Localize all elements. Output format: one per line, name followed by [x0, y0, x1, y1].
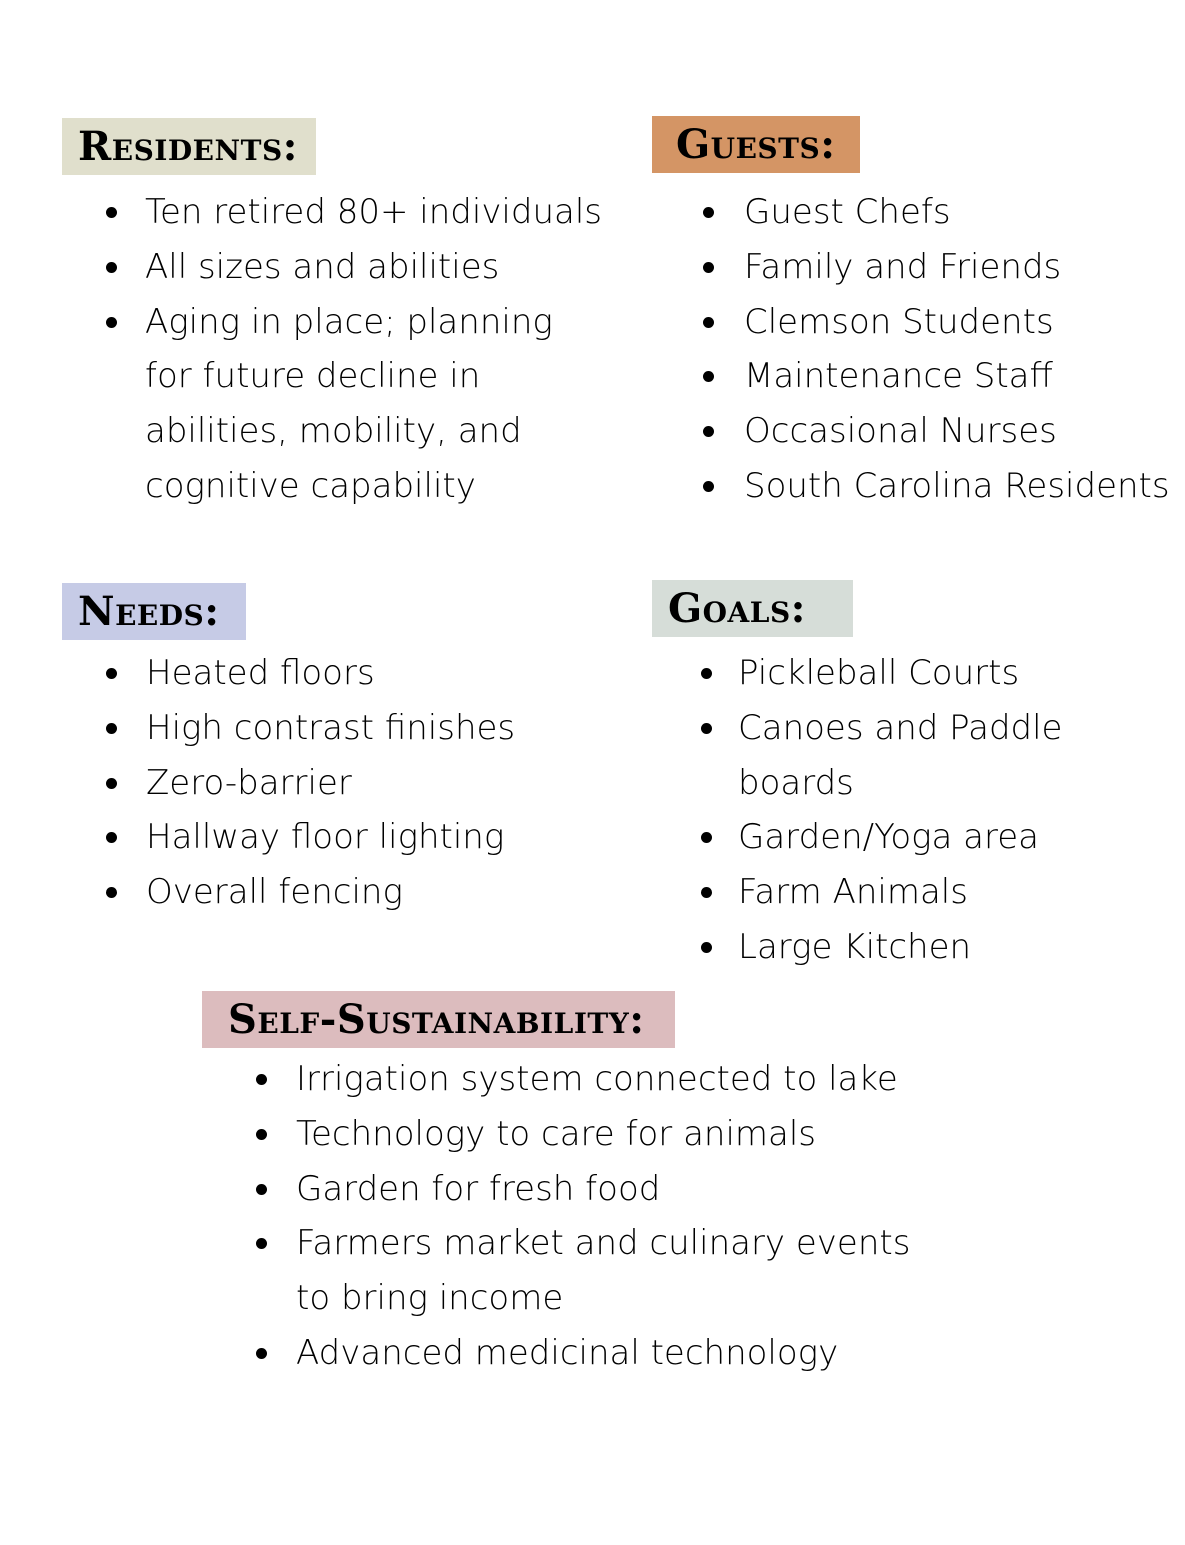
list-item: High contrast finishes	[106, 701, 515, 756]
bullet-icon	[106, 778, 117, 789]
bullet-icon	[701, 668, 712, 679]
bullet-icon	[703, 262, 714, 273]
list-item: Technology to care for animals	[256, 1107, 910, 1162]
needs-heading: Needs:	[62, 583, 246, 640]
residents-section	[62, 118, 602, 514]
list-item: Farm Animals	[701, 865, 1185, 920]
list-item: Family and Friends	[703, 240, 1170, 295]
list-item: Farmers market and culinary events to bring income	[256, 1216, 910, 1326]
list-item: Overall fencing	[106, 865, 515, 920]
self-sustainability-list	[256, 1052, 910, 1381]
goals-list	[701, 646, 1185, 975]
list-item: Clemson Students	[703, 295, 1170, 350]
bullet-icon	[256, 1348, 267, 1359]
list-item: Guest Chefs	[703, 185, 1170, 240]
bullet-icon	[701, 942, 712, 953]
guests-section	[652, 116, 1170, 514]
guests-heading: Guests:	[652, 116, 860, 173]
residents-list	[106, 185, 602, 514]
goals-heading: Goals:	[652, 580, 853, 637]
list-item: Occasional Nurses	[703, 404, 1170, 459]
goals-section	[652, 580, 1185, 975]
bullet-icon	[256, 1074, 267, 1085]
bullet-icon	[106, 262, 117, 273]
list-item: Aging in place; planning for future decline in abilities, mobility, and cognitive capability	[106, 295, 602, 514]
list-item: All sizes and abilities	[106, 240, 602, 295]
bullet-icon	[256, 1129, 267, 1140]
list-item: Irrigation system connected to lake	[256, 1052, 910, 1107]
residents-heading: Residents:	[62, 118, 316, 175]
needs-list	[106, 646, 515, 920]
list-item: Hallway floor lighting	[106, 810, 515, 865]
bullet-icon	[703, 207, 714, 218]
list-item: Garden for fresh food	[256, 1162, 910, 1217]
self-sustainability-heading: Self-Sustainability:	[202, 991, 675, 1048]
bullet-icon	[106, 207, 117, 218]
list-item: Large Kitchen	[701, 920, 1185, 975]
list-item: Heated floors	[106, 646, 515, 701]
needs-section	[62, 583, 515, 920]
bullet-icon	[106, 668, 117, 679]
self-sustainability-section	[202, 991, 910, 1381]
bullet-icon	[106, 723, 117, 734]
guests-list	[703, 185, 1170, 514]
list-item: Garden/Yoga area	[701, 810, 1185, 865]
list-item: Maintenance Staff	[703, 349, 1170, 404]
list-item: South Carolina Residents	[703, 459, 1170, 514]
list-item: Pickleball Courts	[701, 646, 1185, 701]
list-item: Zero-barrier	[106, 756, 515, 811]
bullet-icon	[701, 723, 712, 734]
bullet-icon	[256, 1184, 267, 1195]
bullet-icon	[106, 317, 117, 328]
list-item: Advanced medicinal technology	[256, 1326, 910, 1381]
list-item: Canoes and Paddle boards	[701, 701, 1185, 811]
bullet-icon	[703, 481, 714, 492]
list-item: Ten retired 80+ individuals	[106, 185, 602, 240]
bullet-icon	[703, 317, 714, 328]
